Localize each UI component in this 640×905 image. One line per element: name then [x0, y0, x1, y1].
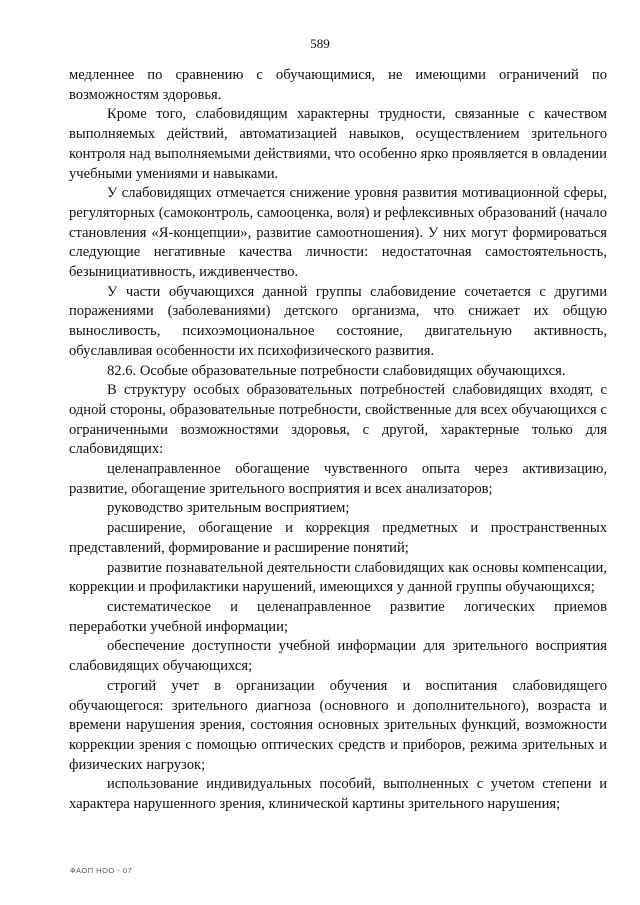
list-item: строгий учет в организации обучения и воспитания слабовидящего обучающегося: зрительного диагноза (основного и дополнительного), возраста и времени нарушения зрения, состояния основных зрительных функций, возможности коррекции зрения с помощью оптических средств и приборов, режима зрительных и физических нагрузок;	[69, 677, 607, 773]
list-item: развитие познавательной деятельности слабовидящих как основы компенсации, коррекции и профилактики нарушений, имеющихся у данной группы обучающихся;	[69, 559, 607, 596]
list-item: целенаправленное обогащение чувственного опыта через активизацию, развитие, обогащение зрительного восприятия и всех анализаторов;	[69, 461, 607, 497]
document-body	[69, 66, 607, 815]
list-item: расширение, обогащение и коррекция предметных и пространственных представлений, формирование и расширение понятий;	[69, 520, 607, 556]
paragraph: У части обучающихся данной группы слабовидение сочетается с другими поражениями (заболеваниями) детского организма, что снижает их общую выносливость, психоэмоциональное состояние, двигательную активность, обуславливая особенности их психофизического развития.	[69, 283, 607, 359]
list-item: использование индивидуальных пособий, выполненных с учетом степени и характера нарушенного зрения, клинической картины зрительного нарушения;	[69, 776, 607, 813]
footer-document-code: ФАОП НОО - 07	[70, 866, 133, 875]
list-item: систематическое и целенаправленное развитие логических приемов переработки учебной информации;	[69, 598, 607, 635]
paragraph: У слабовидящих отмечается снижение уровня развития мотивационной сферы, регуляторных (самоконтроль, самооценка, воля) и рефлексивных образований (начало становления «Я-концепции», развитие самоотношения). У них могут формироваться следующие негативные качества личности: недостаточная самостоятельность, безынициативность, иждивенчество.	[69, 185, 607, 281]
paragraph: Кроме того, слабовидящим характерны трудности, связанные с качеством выполняемых действий, автоматизацией навыков, осуществлением зрительного контроля над выполняемыми действиями, что особенно ярко проявляется в овладении учебными умениями и навыками.	[69, 106, 607, 182]
list-item: обеспечение доступности учебной информации для зрительного восприятия слабовидящих обучающихся;	[69, 638, 607, 675]
paragraph-continuation: медленнее по сравнению с обучающимися, не имеющими ограничений по возможностям здоровья.	[69, 67, 607, 103]
section-heading: 82.6. Особые образовательные потребности слабовидящих обучающихся.	[107, 362, 566, 379]
page-number: 589	[310, 36, 330, 51]
list-item: руководство зрительным восприятием;	[107, 500, 350, 517]
paragraph: В структуру особых образовательных потребностей слабовидящих входят, с одной стороны, образовательные потребности, свойственные для всех обучающихся с ограниченными возможностями здоровья, с другой, характерные только для слабовидящих:	[69, 382, 607, 458]
